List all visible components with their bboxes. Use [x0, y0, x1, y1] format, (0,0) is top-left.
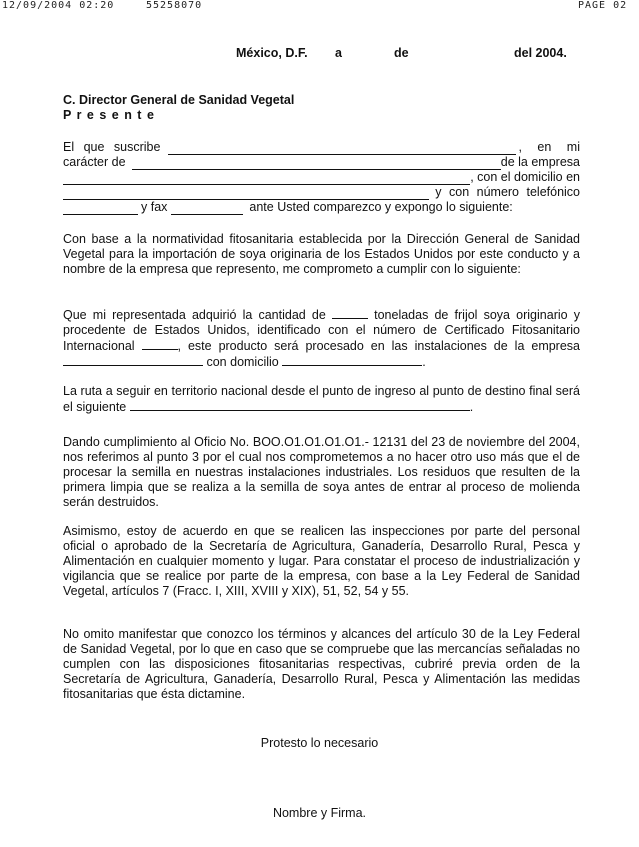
paragraph-articulo-30: No omito manifestar que conozco los términos y alcances del artículo 30 de la Ley Federal de Sanidad Vegetal, por lo que en caso que se compruebe que las mercancías señaladas no cumplen con las disposiciones fitosanitarias respectivas, cubriré previa orden de la Secretaría de Agricultura, Ganadería, Desarrollo Rural, Pesca y Alimentación las medidas fitosanitarias que ésta dictamine.	[63, 627, 580, 701]
intro-block	[63, 140, 580, 215]
intro-numero-telefonico: y con número telefónico	[435, 185, 580, 199]
paragraph-inspecciones: Asimismo, estoy de acuerdo en que se realicen las inspecciones por parte del personal oficial o aprobado de la Secretaría de Agricultura, Ganadería, Desarrollo Rural, Pesca y Alimentación en cualquier momento y lugar. Para constatar el proceso de industrialización y vigilancia que se realice por parte de la empresa, con base a la Ley Federal de Sanidad Vegetal, artículos 7 (Fracc. I, XIII, XVIII y XIX), 51, 52, 54 y 55.	[63, 524, 580, 598]
plant-address-blank	[282, 354, 422, 366]
fax-number: 55258070	[146, 0, 203, 11]
paragraph-oficio: Dando cumplimiento al Oficio No. BOO.O1.O1.O1.O1.- 12131 del 23 de noviembre del 2004, nos referimos al punto 3 por el cual nos comprometemos a no hacer otro uso más que el de procesar la semilla en nuestras instalaciones industriales. Los residuos que resulten de la primera limpia que se realiza a la semilla de soya antes de entrar al proceso de molienda serán destruidos.	[63, 435, 580, 509]
paragraph-cantidad: Que mi representada adquirió la cantidad de toneladas de frijol soya originario y procedente de Estados Unidos, identificado con el número de Certificado Fitosanitario Internacional , este producto será procesado en las instalaciones de la empresa con domicilio .	[63, 308, 580, 369]
paragraph-ruta: La ruta a seguir en territorio nacional desde el punto de ingreso al punto de destino final será el siguiente .	[63, 384, 580, 414]
addressee-presente: P r e s e n t e	[63, 108, 155, 122]
closing-protesto: Protesto lo necesario	[260, 736, 379, 750]
intro-caracter-de: carácter de	[63, 155, 126, 169]
intro-en-mi: , en mi	[518, 140, 580, 154]
addressee	[63, 93, 580, 123]
fax-datetime: 12/09/2004 02:20	[2, 0, 115, 11]
dateline-a: a	[335, 46, 342, 60]
p2-part4: con domicilio	[206, 355, 279, 369]
role-blank	[132, 158, 501, 170]
signature-line: Nombre y Firma.	[272, 806, 367, 820]
name-blank	[168, 143, 516, 155]
route-blank	[130, 399, 470, 411]
fax-page: PAGE 02	[578, 0, 628, 11]
p2-part1: Que mi representada adquirió la cantidad de	[63, 308, 326, 322]
intro-de-la-empresa: de la empresa	[500, 155, 580, 169]
p3-part1: La ruta a seguir en territorio nacional desde el punto de ingreso al punto de destino final será el siguiente	[63, 384, 580, 414]
plant-company-blank	[63, 354, 203, 366]
company-blank	[63, 173, 470, 185]
dateline-de: de	[394, 46, 409, 60]
intro-y-fax: y fax	[141, 200, 168, 214]
paragraph-normatividad: Con base a la normatividad fitosanitaria establecida por la Dirección General de Sanidad Vegetal para la importación de soya originaria de los Estados Unidos por este conducto y a nombre de la empresa que represento, me comprometo a cumplir con lo siguiente:	[63, 232, 580, 276]
p2-part2: toneladas de frijol soya originario y procedente de Estados Unidos, identificado con el número de Certificado Fitosanitario Internacional	[63, 308, 580, 353]
certificate-blank	[142, 338, 178, 350]
dateline-year: del 2004.	[514, 46, 567, 60]
tons-blank	[332, 307, 368, 319]
intro-el-que-suscribe: El que suscribe	[63, 140, 161, 154]
fax-blank	[171, 203, 243, 215]
intro-ante-usted: ante Usted comparezco y expongo lo siguiente:	[249, 200, 513, 214]
intro-con-domicilio: , con el domicilio en	[470, 170, 580, 184]
addressee-title: C. Director General de Sanidad Vegetal	[63, 93, 295, 107]
phone-blank	[63, 203, 138, 215]
p2-part3: , este producto será procesado en las instalaciones de la empresa	[177, 339, 580, 353]
address-blank	[63, 188, 429, 200]
dateline-city: México, D.F.	[236, 46, 308, 60]
